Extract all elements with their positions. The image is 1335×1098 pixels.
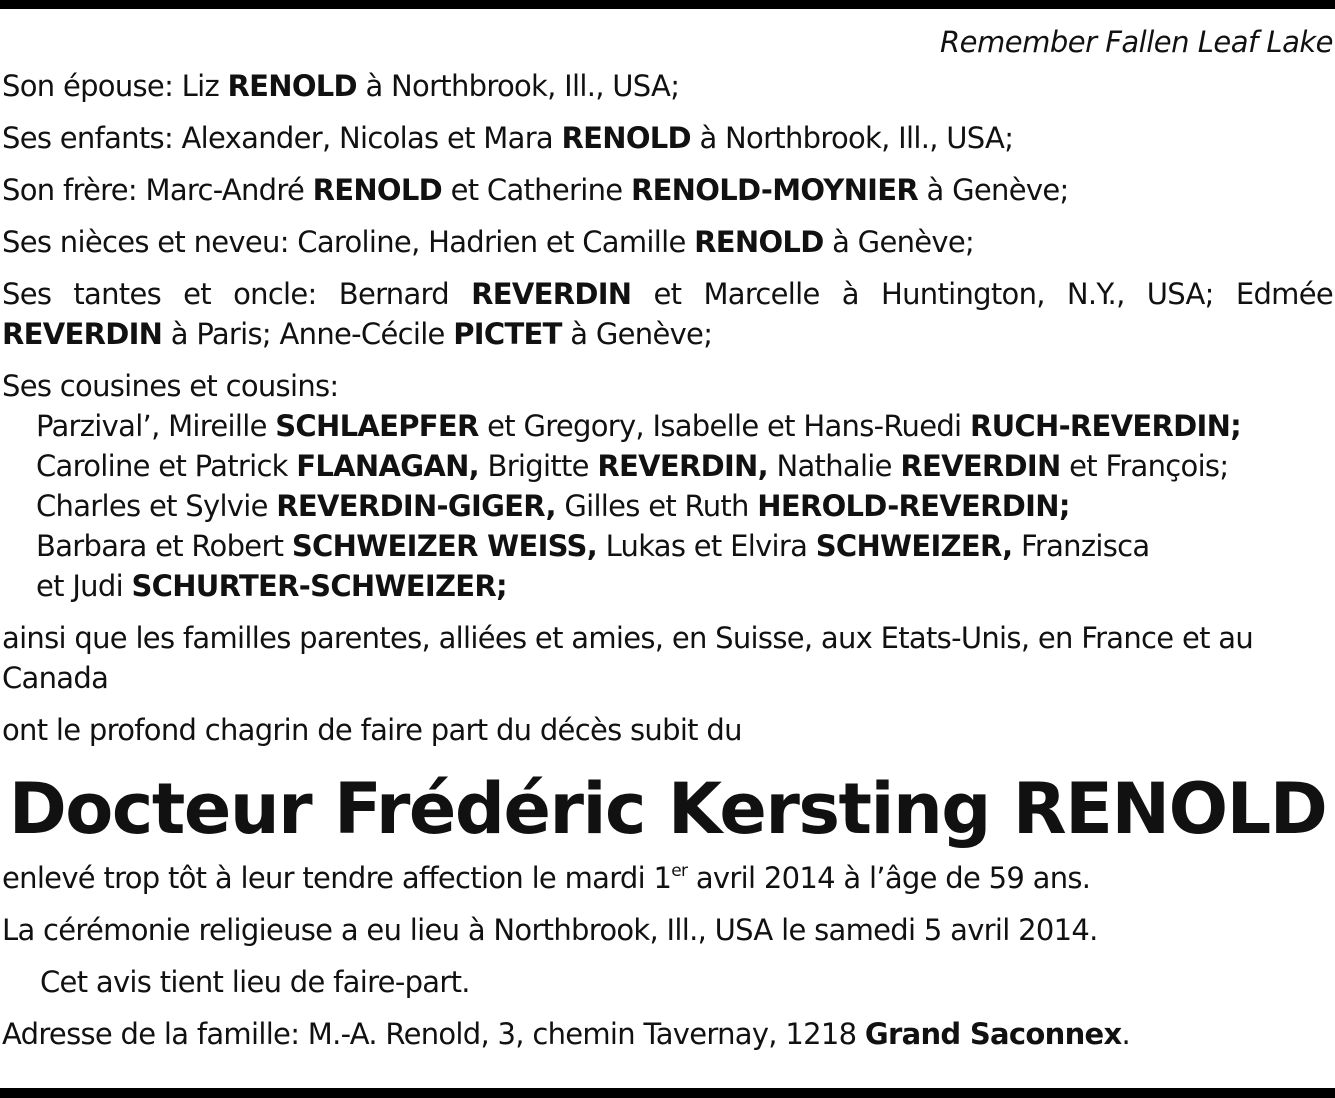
- nieces-surname: RENOLD: [694, 225, 824, 259]
- cousins-heading: Ses cousines et cousins:: [2, 369, 339, 403]
- nieces-line: [2, 222, 1333, 262]
- death-text-1: enlevé trop tôt à leur tendre affection le mardi 1: [2, 861, 672, 895]
- cousins-surname: RUCH-REVERDIN;: [969, 409, 1242, 443]
- ceremony-line: La cérémonie religieuse a eu lieu à Northbrook, Ill., USA le samedi 5 avril 2014.: [2, 913, 1098, 947]
- ordinal-superscript: er: [671, 861, 688, 881]
- cousins-surname: SCHWEIZER,: [815, 529, 1013, 563]
- aunts-paragraph: [2, 274, 1333, 354]
- deceased-name: Docteur Frédéric Kersting RENOLD: [8, 768, 1327, 850]
- cousins-surname: FLANAGAN,: [296, 449, 479, 483]
- spouse-prefix: Son épouse: Liz: [2, 69, 228, 103]
- cousins-text: Gilles et Ruth: [555, 489, 758, 523]
- children-suffix: à Northbrook, Ill., USA;: [690, 121, 1014, 155]
- children-prefix: Ses enfants: Alexander, Nicolas et Mara: [2, 121, 562, 155]
- cousins-text: Charles et Sylvie: [36, 489, 277, 523]
- cousins-text: Brigitte: [478, 449, 598, 483]
- sister-in-law-surname: RENOLD-MOYNIER: [630, 173, 919, 207]
- cousins-text: Caroline et Patrick: [36, 449, 297, 483]
- nieces-suffix: à Genève;: [823, 225, 975, 259]
- spouse-surname: RENOLD: [227, 69, 357, 103]
- top-rule: [0, 0, 1335, 9]
- brother-prefix: Son frère: Marc-André: [2, 173, 313, 207]
- address-locality: Grand Saconnex: [864, 1017, 1122, 1051]
- cousins-line-2: [36, 446, 1333, 486]
- motto: Remember Fallen Leaf Lake: [940, 25, 1333, 59]
- cousins-surname: REVERDIN: [900, 449, 1061, 483]
- cousins-surname: SCHLAEPFER: [275, 409, 479, 443]
- cousins-text: et Gregory, Isabelle et Hans-Ruedi: [478, 409, 970, 443]
- brother-middle: et Catherine: [442, 173, 631, 207]
- cousins-line-4: [36, 526, 1333, 566]
- announcement-line: ont le profond chagrin de faire part du décès subit du: [2, 713, 742, 747]
- aunts-surname-2: REVERDIN: [2, 317, 163, 351]
- death-line: [2, 858, 1333, 898]
- cousins-text: Franzisca: [1012, 529, 1150, 563]
- aunts-surname-1: REVERDIN: [471, 277, 632, 311]
- obituary-notice: [2, 22, 1333, 1066]
- brother-suffix: à Genève;: [918, 173, 1069, 207]
- cousins-line-3: [36, 486, 1333, 526]
- cousins-text: Parzival’, Mireille: [36, 409, 276, 443]
- children-surname: RENOLD: [561, 121, 691, 155]
- address-suffix: .: [1121, 1017, 1131, 1051]
- cousins-surname: REVERDIN,: [597, 449, 768, 483]
- aunts-surname-3: PICTET: [453, 317, 562, 351]
- bottom-rule: [0, 1088, 1335, 1098]
- brother-surname: RENOLD: [312, 173, 443, 207]
- cousins-text: Lukas et Elvira: [597, 529, 816, 563]
- cousins-surname: HEROLD-REVERDIN;: [757, 489, 1070, 523]
- brother-line: [2, 170, 1333, 210]
- address-line: [2, 1014, 1333, 1054]
- death-text-2: avril 2014 à l’âge de 59 ans.: [687, 861, 1091, 895]
- families-paragraph: ainsi que les familles parentes, alliées et amies, en Suisse, aux Etats-Unis, en France et au Canada: [2, 621, 1254, 695]
- cousins-line-1: [36, 406, 1333, 446]
- cousins-surname: SCHWEIZER WEISS,: [291, 529, 598, 563]
- cousins-surname: REVERDIN-GIGER,: [276, 489, 556, 523]
- cousins-list: [2, 406, 1333, 606]
- aunts-text-1: Ses tantes et oncle: Bernard: [2, 277, 472, 311]
- children-line: [2, 118, 1333, 158]
- notice-note: Cet avis tient lieu de faire-part.: [40, 965, 470, 999]
- cousins-line-5: [36, 566, 1333, 606]
- cousins-text: et François;: [1060, 449, 1229, 483]
- aunts-text-4: à Genève;: [561, 317, 713, 351]
- spouse-line: [2, 66, 1333, 106]
- address-prefix: Adresse de la famille: M.-A. Renold, 3, chemin Tavernay, 1218: [2, 1017, 865, 1051]
- cousins-section: [2, 366, 1333, 606]
- cousins-text: et Judi: [36, 569, 132, 603]
- nieces-prefix: Ses nièces et neveu: Caroline, Hadrien et Camille: [2, 225, 695, 259]
- cousins-surname: SCHURTER-SCHWEIZER;: [131, 569, 507, 603]
- cousins-text: Nathalie: [767, 449, 901, 483]
- cousins-text: Barbara et Robert: [36, 529, 292, 563]
- aunts-text-3: à Paris; Anne-Cécile: [162, 317, 454, 351]
- spouse-suffix: à Northbrook, Ill., USA;: [356, 69, 680, 103]
- aunts-text-2: et Marcelle à Huntington, N.Y., USA; Edmée: [631, 277, 1333, 311]
